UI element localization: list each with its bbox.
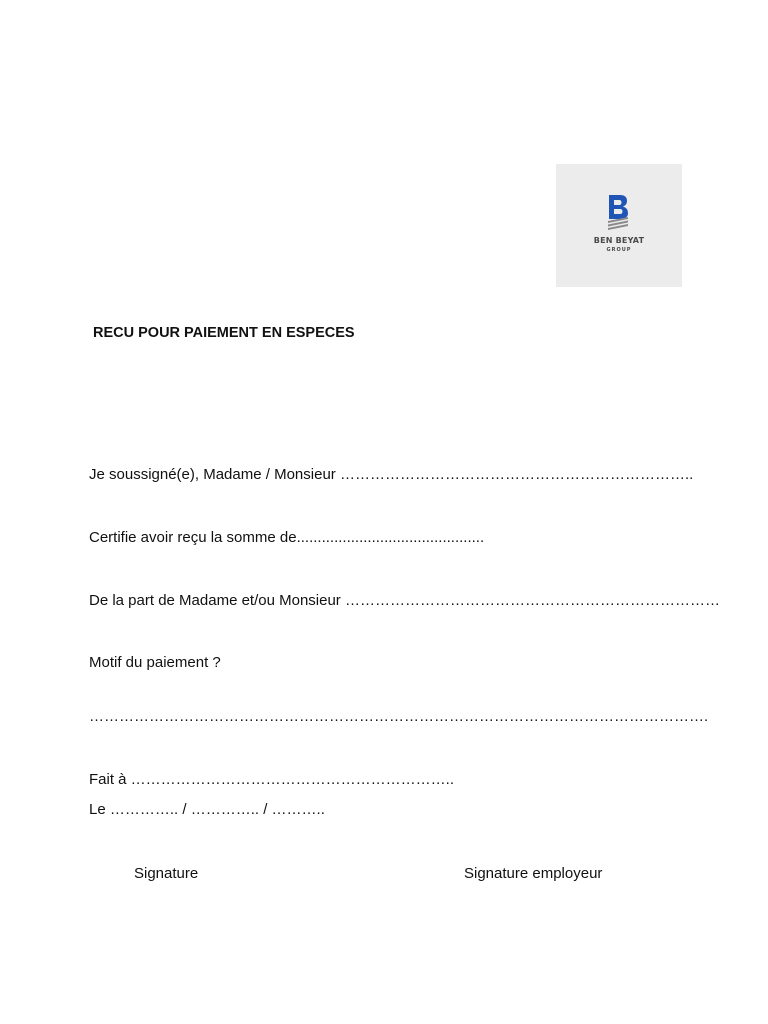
- logo-mark-icon: [606, 194, 632, 230]
- line-payer: De la part de Madame et/ou Monsieur …………………………………………………………………: [89, 592, 720, 609]
- signature-label: Signature: [134, 865, 199, 882]
- logo-company-subtitle: GROUP: [606, 247, 632, 253]
- line-undersigned: Je soussigné(e), Madame / Monsieur ……………………………………………………………..: [89, 466, 694, 483]
- line-date: Le ………….. / ………….. / ………..: [89, 801, 325, 818]
- company-logo: [556, 164, 682, 287]
- line-place: Fait à ………………………………………………………..: [89, 771, 455, 788]
- line-payment-reason-blank: …………………………………………………………………………………………………………….: [89, 708, 709, 725]
- employer-signature-label: Signature employeur: [464, 865, 603, 882]
- logo-company-name: BEN BEYAT: [593, 236, 645, 245]
- line-payment-reason-label: Motif du paiement ?: [89, 654, 221, 671]
- document-title: RECU POUR PAIEMENT EN ESPECES: [93, 325, 355, 341]
- line-amount-received: Certifie avoir reçu la somme de.............................................: [89, 529, 485, 546]
